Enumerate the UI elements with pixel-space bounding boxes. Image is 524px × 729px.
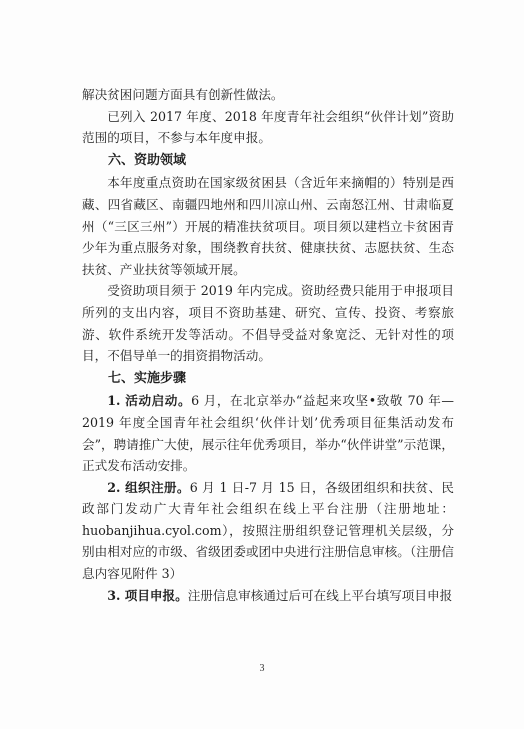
- step-application-text: 注册信息审核通过后可在线上平台填写项目申报: [187, 587, 453, 603]
- step-registration-lead: 2. 组织注册。: [107, 479, 190, 495]
- paragraph-funding-focus: 本年度重点资助在国家级贫困县（含近年来摘帽的）特别是西藏、四省藏区、南疆四地州和四川凉山州、云南怒江州、甘肃临夏州（“三区三州”）开展的精准扶贫项目。项目须以建档立卡贫困青少年为重点服务对象，围绕教育扶贫、健康扶贫、志愿扶贫、生态扶贫、产业扶贫等领域开展。: [82, 175, 454, 277]
- paragraph-innovation: 解决贫困问题方面具有创新性做法。: [82, 87, 284, 102]
- section-heading-funding-areas: 六、资助领域: [108, 152, 187, 168]
- step-launch-text: 6 月，在北京举办“益起来攻坚•致敬 70 年—2019 年度全国青年社会组织‘伙伴计划’优秀项目征集活动发布会”，聘请推广大使，展示往年优秀项目，举办“伙伴讲堂”示范课，正式发布活动安排。: [82, 393, 454, 474]
- step-launch-lead: 1. 活动启动。: [107, 393, 192, 409]
- step-registration-text: 6 月 1 日-7 月 15 日，各级团组织和扶贫、民政部门发动广大青年社会组织在线上平台注册（注册地址：huobanjihua.cyol.com），按照注册组织登记管理机关层级，分别由相对应的市级、省级团委或团中央进行注册信息审核。（注册信息内容见附件 3）: [82, 479, 454, 582]
- section-heading-implementation-steps: 七、实施步骤: [108, 370, 187, 386]
- step-application: [82, 585, 454, 607]
- page-number: 3: [259, 663, 265, 674]
- paragraph-funding-rules: 受资助项目须于 2019 年内完成。资助经费只能用于申报项目所列的支出内容，项目不资助基建、研究、宣传、投资、考察旅游、软件系统开发等活动。不倡导受益对象宽泛、无针对性的项目，不倡导单一的捐资捐物活动。: [82, 283, 454, 364]
- step-launch: [82, 390, 454, 476]
- paragraph-prior-projects: 已列入 2017 年度、2018 年度青年社会组织“伙伴计划”资助范围的项目，不参与本年度申报。: [82, 108, 454, 146]
- step-registration: [82, 477, 454, 585]
- document-body: [82, 84, 454, 606]
- step-application-lead: 3. 项目申报。: [107, 587, 188, 603]
